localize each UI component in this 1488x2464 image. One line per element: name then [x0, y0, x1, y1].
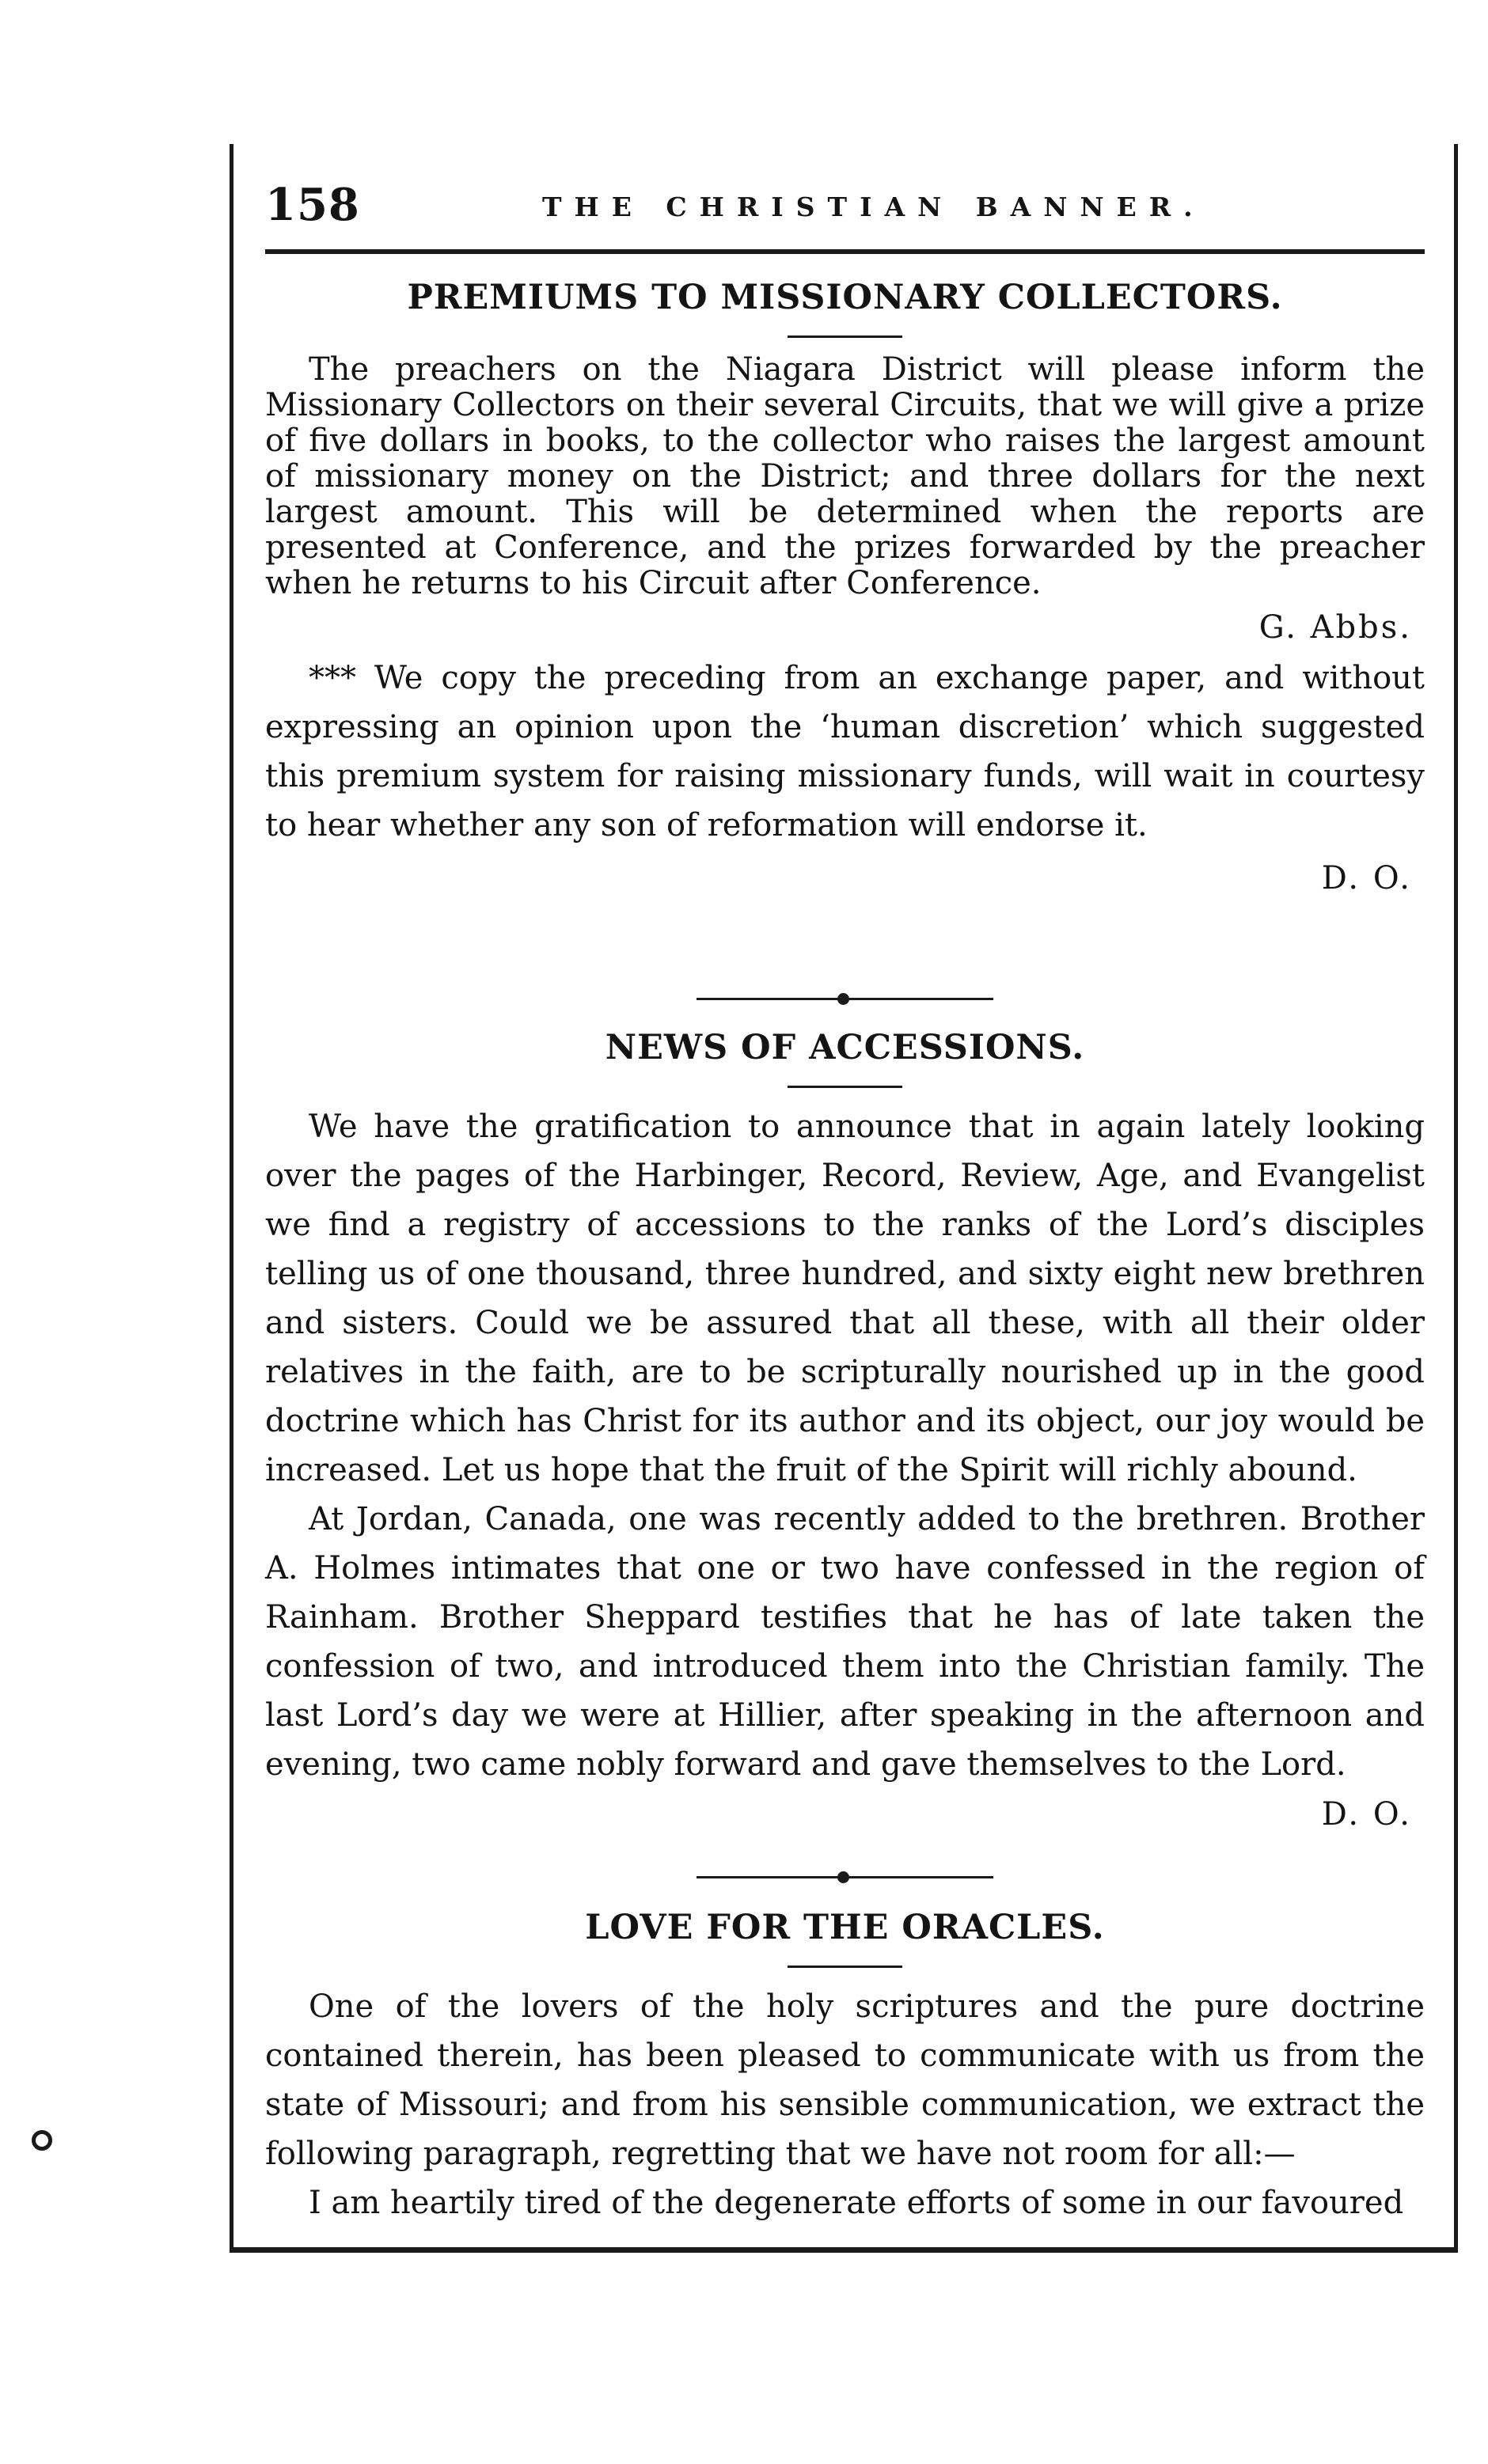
section-divider — [697, 991, 993, 1006]
premiums-note-signature: D. O. — [1321, 860, 1412, 897]
premiums-signature: G. Abbs. — [1258, 609, 1412, 646]
margin-ink-mark — [32, 2130, 52, 2151]
header-rule — [265, 249, 1425, 254]
accessions-signature: D. O. — [1321, 1796, 1412, 1833]
page-frame — [230, 144, 1458, 2253]
section-title-accessions: NEWS OF ACCESSIONS. — [605, 1028, 1085, 1067]
journal-title: THE CHRISTIAN BANNER. — [542, 191, 1205, 222]
premiums-editor-note: *** We copy the preceding from an exchange paper, and without expressing an opinion upon the ‘human discretion’ which suggested this premium system for raising missionary funds, will wait in courtesy to hear whether any son of reformation will endorse it. — [265, 660, 1425, 843]
title-underline — [788, 335, 902, 338]
section-title-oracles: LOVE FOR THE ORACLES. — [585, 1908, 1105, 1947]
section-divider — [697, 1869, 993, 1885]
section-divider-1 — [265, 991, 1425, 1006]
section-accessions — [265, 1025, 1425, 1840]
running-head — [265, 179, 1425, 242]
section-oracles — [265, 1905, 1425, 2227]
accessions-body-2: At Jordan, Canada, one was recently added to the brethren. Brother A. Holmes intimates that one or two have confessed in the region of Rainham. Brother Sheppard testifies that he has of late taken the confession of two, and introduced them into the Christian family. The last Lord’s day we were at Hillier, after speaking in the afternoon and evening, two came nobly forward and gave themselves to the Lord. — [265, 1501, 1425, 1783]
title-underline — [788, 1966, 902, 1968]
title-underline — [788, 1086, 902, 1088]
premiums-body: The preachers on the Niagara District will please inform the Missionary Collectors on their several Circuits, that we will give a prize of five dollars in books, to the collector who raises the largest amount of missionary money on the District; and three dollars for the next largest amount. This will be determined when the reports are presented at Conference, and the prizes forwarded by the preacher when he returns to his Circuit after Conference. — [265, 351, 1425, 601]
oracles-body-2: I am heartily tired of the degenerate efforts of some in our favoured — [309, 2185, 1404, 2221]
page-number: 158 — [265, 179, 360, 231]
section-divider-2 — [265, 1869, 1425, 1885]
accessions-body-1: We have the gratification to announce that in again lately looking over the pages of the Harbinger, Record, Review, Age, and Evangelist we find a registry of accessions to the ranks of the Lord’s disciples telling us of one thousand, three hundred, and sixty eight new brethren and sisters. Could we be assured that all these, with all their older relatives in the faith, are to be scripturally nourished up in the good doctrine which has Christ for its author and its object, our joy would be increased. Let us hope that the fruit of the Spirit will richly abound. — [265, 1109, 1425, 1488]
section-title-premiums: PREMIUMS TO MISSIONARY COLLECTORS. — [407, 278, 1283, 317]
section-premiums — [265, 275, 1425, 904]
oracles-body-1: One of the lovers of the holy scriptures and the pure doctrine contained therein, has been pleased to communicate with us from the state of Missouri; and from his sensible communication, we extract the following paragraph, regretting that we have not room for all:— — [265, 1988, 1425, 2172]
